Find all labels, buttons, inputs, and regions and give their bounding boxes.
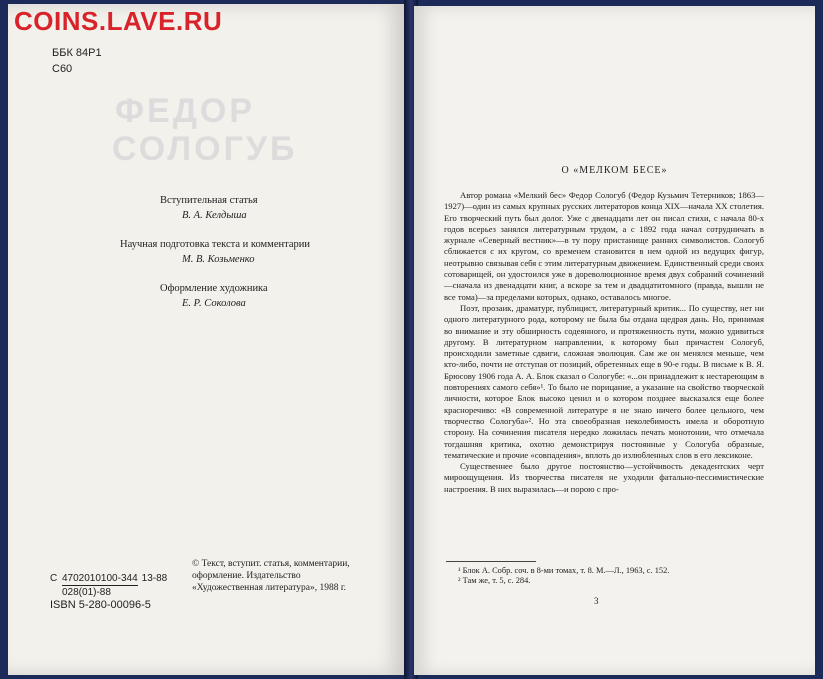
catalog-line-1 [50, 572, 167, 586]
article-body [444, 190, 764, 495]
catalog-prefix: С [50, 573, 58, 584]
credit-role: Оформление художника [160, 283, 268, 294]
paragraph: Автор романа «Мелкий бес» Федор Сологуб (Федор Кузьмич Тетерников; 1863—1927)—один из самых крупных русских литераторов конца XIX—начала XX столетия. Его творческий путь был долог. Уже с двенадцати лет он писал стихи, с начала 80-х годов всерьез занялся литературным трудом, а с 1892 года начал сотрудничать в журнале «Северный вестник»—в ту пору пристанище ранних символистов. Сологуб сближается с их кругом, со временем становится в нем одной из ведущих фигур, неотрывно связывая себя с этим литературным движением. Единственный среди своих сотоварищей, он удостоился уже в дореволюционное время двух собраний сочинений—сначала из двенадцати книг, а вскоре за тем и двадцатитомного (правда, вышли не все тома)—за пределами которых, однако, оставалось многое. [444, 190, 764, 302]
credit-role: Научная подготовка текста и комментарии [120, 239, 310, 250]
catalog-suffix: 13-88 [141, 573, 168, 584]
bbk-index: ББК 84Р1 [52, 47, 102, 59]
credit-intro [120, 193, 380, 223]
credit-role: Вступительная статья [160, 195, 258, 206]
isbn-number: ISBN 5-280-00096-5 [50, 599, 151, 611]
credit-person: Е. Р. Соколова [182, 298, 246, 309]
page-number: 3 [594, 596, 599, 606]
catalog-line-2: 028(01)-88 [62, 587, 111, 598]
ghost-cover-line-2: СОЛОГУБ [112, 130, 298, 168]
credit-person: М. В. Козьменко [182, 254, 255, 265]
catalog-code: 4702010100-344 [62, 573, 138, 584]
credit-person: В. А. Келдыша [182, 210, 247, 221]
footnote-divider [446, 561, 536, 562]
isbn-block [50, 572, 167, 612]
copyright-notice: © Текст, вступит. статья, комментарии, оформление. Издательство «Художественная литература», 1988 г. [192, 559, 350, 593]
credit-commentary [120, 237, 380, 267]
footnote: ² Там же, т. 5, с. 284. [458, 576, 531, 585]
bbk-code [52, 45, 102, 77]
site-watermark: COINS.LAVE.RU [14, 6, 223, 36]
paragraph: Поэт, прозаик, драматург, публицист, литературный критик... По существу, нет ни одного литературного рода, которому не была бы отдана щедрая дань. Но, принимая во внимание и эту обширность содеянного, и протяженность пути, можно удивиться другому. В литературном направлении, к которому был причастен Сологуб, происходили заметные сдвиги, сложная эволюция. Сам же он менялся меньше, чем кто-либо, почти не отступая от позиций, обретенных еще в 90-е годы. В письме к В. Я. Брюсову 1906 года А. А. Блок сказал о Сологубе: «...он принадлежит к нестареющим в повторениях самого себя»¹. То было не порицание, а указание на свойство творческой личности, которое Блок высоко ценил и о котором позднее высказался еще более красноречиво: «В современной литературе я не знаю ничего более цельного, чем творчество Сологуба»². Но эта своеобразная неколебимость имела и оборотную сторону. На сочинения писателя нередко ложилась печать монотонии, что отмечала тогдашняя критика, охотно демонстрируя постоянные у Сологуба образные, тематические и прочие «совпадения», вплоть до излюбленных слов в его лексиконе. [444, 302, 764, 460]
ghost-cover-line-1: ФЕДОР [115, 92, 256, 130]
footnotes [446, 566, 766, 586]
footnote: ¹ Блок А. Собр. соч. в 8-ми томах, т. 8. М.—Л., 1963, с. 152. [458, 566, 670, 575]
author-mark: С60 [52, 63, 73, 75]
chapter-title: О «МЕЛКОМ БЕСЕ» [561, 165, 668, 176]
paragraph: Существеннее было другое постоянство—устойчивость декадентских черт мироощущения. Из творчества писателя не уходили фатально-пессимистические настроения. В них выразилась—и порою с про- [444, 461, 764, 494]
credits [120, 193, 380, 325]
credit-design [120, 281, 380, 311]
